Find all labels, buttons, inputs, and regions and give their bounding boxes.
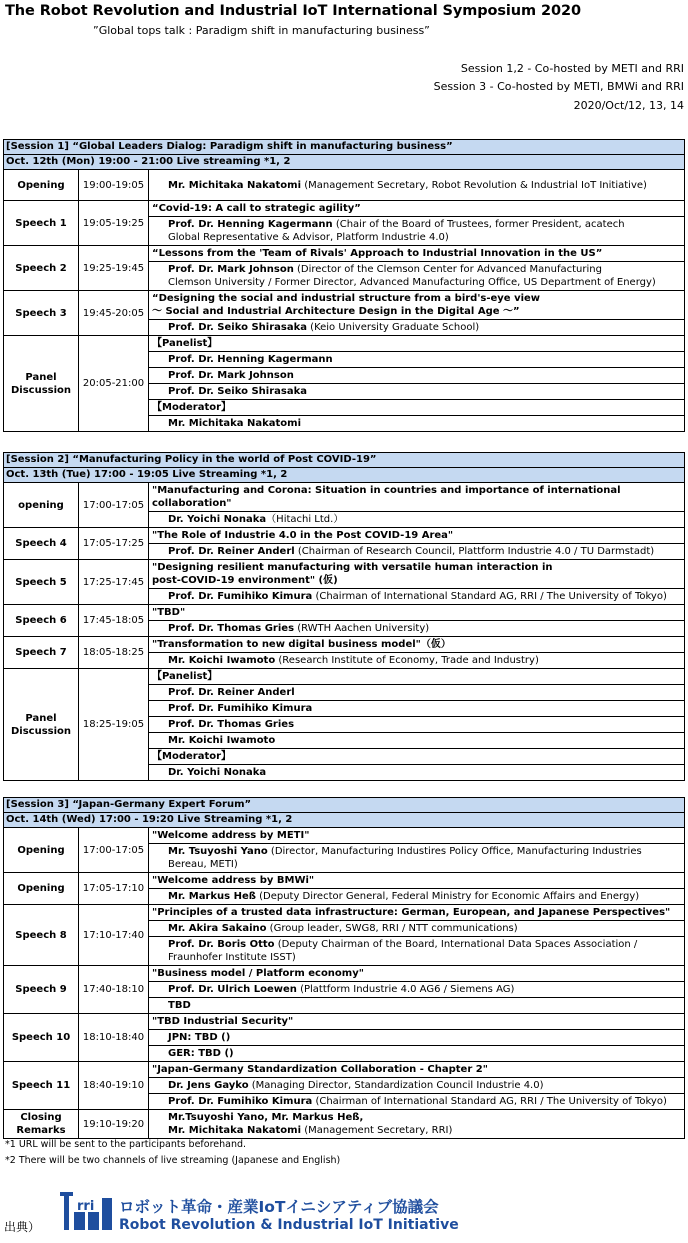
talk-topic-line-2: ～ Social and Industrial Architecture Design in the Digital Age ～” xyxy=(152,306,520,317)
speaker-affiliation-cont: Clemson University / Former Director, Advanced Manufacturing Office, US Department of Energy) xyxy=(168,277,656,288)
row-label: Speech 10 xyxy=(4,1014,79,1062)
row-time: 19:00-19:05 xyxy=(79,170,149,201)
talk-topic: "Business model / Platform economy" xyxy=(149,966,685,982)
speaker-affiliation: (Chairman of International Standard AG, RRI / The University of Tokyo) xyxy=(312,1096,667,1107)
row-time: 18:10-18:40 xyxy=(79,1014,149,1062)
speaker-affiliation: (Management Secretary, RRI) xyxy=(301,1125,453,1136)
panelist-name: Prof. Dr. Reiner Anderl xyxy=(149,685,685,701)
row-time: 17:45-18:05 xyxy=(79,605,149,637)
row-time: 17:05-17:10 xyxy=(79,873,149,905)
speaker-affiliation: (Keio University Graduate School) xyxy=(306,322,480,333)
row-content xyxy=(149,320,685,336)
panelist-name: Prof. Dr. Seiko Shirasaka xyxy=(149,384,685,400)
row-time: 17:25-17:45 xyxy=(79,560,149,605)
panelist-name: Prof. Dr. Henning Kagermann xyxy=(149,352,685,368)
speaker-affiliation: (Managing Director, Standardization Council Industrie 4.0) xyxy=(248,1080,544,1091)
row-content xyxy=(149,1110,685,1139)
speaker-affiliation: (Chairman of Research Council, Plattform Industrie 4.0 / TU Darmstadt) xyxy=(294,546,655,557)
moderator-name: Mr. Michitaka Nakatomi xyxy=(149,416,685,432)
rri-logo-icon xyxy=(60,1190,112,1234)
talk-topic-line-1: "Manufacturing and Corona: Situation in countries and importance of international xyxy=(152,485,621,496)
speaker-affiliation-cont: Bereau, METI) xyxy=(168,859,238,870)
row-label: Opening xyxy=(4,828,79,873)
panelist-name: Prof. Dr. Fumihiko Kimura xyxy=(149,701,685,717)
panel-label-2: Discussion xyxy=(10,725,72,737)
speaker-affiliation: (Management Secretary, Robot Revolution & Industrial IoT Initiative) xyxy=(301,179,647,191)
row-time: 18:05-18:25 xyxy=(79,637,149,669)
speaker-affiliation: (Research Institute of Economy, Trade and Industry) xyxy=(275,655,539,666)
row-time: 19:25-19:45 xyxy=(79,246,149,291)
panel-label-1: Panel xyxy=(25,371,57,383)
speaker-affiliation: (Group leader, SWG8, RRI / NTT communications) xyxy=(266,923,518,934)
speaker-name: Mr. Tsuyoshi Yano xyxy=(168,846,268,857)
talk-topic: “Covid-19: A call to strategic agility” xyxy=(149,201,685,217)
speaker-name: Prof. Dr. Thomas Gries xyxy=(168,623,295,634)
talk-topic: "Welcome address by METI" xyxy=(149,828,685,844)
cohost-line-1: Session 1,2 - Co-hosted by METI and RRI xyxy=(460,62,684,75)
row-content xyxy=(149,653,685,669)
talk-topic-line-2: collaboration" xyxy=(152,498,232,509)
session-title: [Session 1] “Global Leaders Dialog: Paradigm shift in manufacturing business” xyxy=(4,140,685,155)
panel-label-1: Panel xyxy=(25,712,57,724)
speaker-name: Mr. Koichi Iwamoto xyxy=(168,655,276,666)
row-content xyxy=(149,1094,685,1110)
row-content xyxy=(149,170,685,201)
talk-topic: "The Role of Industrie 4.0 in the Post COVID-19 Area" xyxy=(149,528,685,544)
moderator-name: Dr. Yoichi Nonaka xyxy=(149,765,685,781)
speaker-name: Prof. Dr. Seiko Shirasaka xyxy=(168,322,307,333)
speaker-jpn: JPN: TBD () xyxy=(149,1030,685,1046)
session-date: Oct. 13th (Tue) 17:00 - 19:05 Live Streaming *1, 2 xyxy=(4,468,685,483)
row-time: 18:40-19:10 xyxy=(79,1062,149,1110)
document-title: The Robot Revolution and Industrial IoT International Symposium 2020 xyxy=(5,3,581,19)
row-content xyxy=(149,217,685,246)
panelist-heading: 【Panelist】 xyxy=(149,669,685,685)
session-date: Oct. 14th (Wed) 17:00 - 19:20 Live Streaming *1, 2 xyxy=(4,813,685,828)
talk-topic-line-1: "Designing resilient manufacturing with versatile human interaction in xyxy=(152,562,553,573)
row-content xyxy=(149,589,685,605)
session-title: [Session 2] “Manufacturing Policy in the world of Post COVID-19” xyxy=(4,453,685,468)
row-time: 19:45-20:05 xyxy=(79,291,149,336)
speaker-name: Dr. Jens Gayko xyxy=(168,1080,249,1091)
talk-topic: “Lessons from the 'Team of Rivals' Approach to Industrial Innovation in the US” xyxy=(149,246,685,262)
row-label: Speech 2 xyxy=(4,246,79,291)
speaker-name: Prof. Dr. Henning Kagermann xyxy=(168,219,333,230)
row-label: opening xyxy=(4,483,79,528)
speaker-affiliation: (Director of the Clemson Center for Advanced Manufacturing xyxy=(293,264,602,275)
row-label: Speech 6 xyxy=(4,605,79,637)
talk-topic xyxy=(149,291,685,320)
row-time: 17:00-17:05 xyxy=(79,828,149,873)
row-label: Speech 3 xyxy=(4,291,79,336)
speaker-name: Mr. Michitaka Nakatomi xyxy=(168,1125,302,1136)
session-2-table xyxy=(3,452,685,781)
panelist-name: Mr. Koichi Iwamoto xyxy=(149,733,685,749)
speaker-name: Prof. Dr. Mark Johnson xyxy=(168,264,294,275)
row-content xyxy=(149,1078,685,1094)
talk-topic: "Transformation to new digital business model"（仮） xyxy=(149,637,685,653)
speaker-affiliation-cont: Global Representative & Advisor, Platform Industrie 4.0) xyxy=(168,232,449,243)
row-time: 19:10-19:20 xyxy=(79,1110,149,1139)
row-content xyxy=(149,262,685,291)
logo-english-text: Robot Revolution & Industrial IoT Initiative xyxy=(119,1217,459,1233)
panelist-name: Prof. Dr. Mark Johnson xyxy=(149,368,685,384)
row-label: Opening xyxy=(4,170,79,201)
speaker-affiliation: (Deputy Director General, Federal Ministry for Economic Affairs and Energy) xyxy=(255,891,640,902)
row-label: Speech 1 xyxy=(4,201,79,246)
row-content xyxy=(149,889,685,905)
cohost-line-2: Session 3 - Co-hosted by METI, BMWi and RRI xyxy=(433,80,684,93)
talk-topic-line-2: post-COVID-19 environment" (仮) xyxy=(152,575,338,586)
footnote-2: *2 There will be two channels of live streaming (Japanese and English) xyxy=(5,1155,341,1166)
speaker-names: Mr.Tsuyoshi Yano, Mr. Markus Heß, xyxy=(168,1112,364,1123)
row-label xyxy=(4,336,79,432)
row-time: 20:05-21:00 xyxy=(79,336,149,432)
row-label: Speech 4 xyxy=(4,528,79,560)
row-content xyxy=(149,921,685,937)
talk-topic: "Welcome address by BMWi" xyxy=(149,873,685,889)
speaker-name: Prof. Dr. Fumihiko Kimura xyxy=(168,1096,313,1107)
speaker-affiliation: (Chairman of International Standard AG, RRI / The University of Tokyo) xyxy=(312,591,667,602)
session-date: Oct. 12th (Mon) 19:00 - 21:00 Live streaming *1, 2 xyxy=(4,155,685,170)
dates-line: 2020/Oct/12, 13, 14 xyxy=(573,99,684,112)
row-time: 17:00-17:05 xyxy=(79,483,149,528)
talk-topic: "TBD" xyxy=(149,605,685,621)
row-label: Opening xyxy=(4,873,79,905)
row-label: Speech 7 xyxy=(4,637,79,669)
footnote-1: *1 URL will be sent to the participants beforehand. xyxy=(5,1139,247,1150)
row-time: 17:40-18:10 xyxy=(79,966,149,1014)
row-time: 17:05-17:25 xyxy=(79,528,149,560)
speaker-name: Prof. Dr. Reiner Anderl xyxy=(168,546,295,557)
moderator-heading: 【Moderator】 xyxy=(149,749,685,765)
talk-topic xyxy=(149,483,685,512)
row-time: 19:05-19:25 xyxy=(79,201,149,246)
row-label: Speech 8 xyxy=(4,905,79,966)
talk-topic xyxy=(149,560,685,589)
speaker-affiliation-cont: Fraunhofer Institute ISST) xyxy=(168,952,296,963)
speaker-name: Dr. Yoichi Nonaka xyxy=(168,514,267,525)
speaker-affiliation: (Director, Manufacturing Industires Policy Office, Manufacturing Industries xyxy=(267,846,642,857)
panelist-heading: 【Panelist】 xyxy=(149,336,685,352)
speaker-affiliation: （Hitachi Ltd.） xyxy=(266,514,344,525)
speaker-name: Prof. Dr. Boris Otto xyxy=(168,939,275,950)
session-1-table xyxy=(3,139,685,432)
row-label xyxy=(4,1110,79,1139)
row-label: Speech 11 xyxy=(4,1062,79,1110)
source-label: 出典） xyxy=(4,1220,41,1234)
speaker-affiliation: (RWTH Aachen University) xyxy=(294,623,430,634)
row-content xyxy=(149,937,685,966)
row-content xyxy=(149,621,685,637)
row-time: 18:25-19:05 xyxy=(79,669,149,781)
row-time: 17:10-17:40 xyxy=(79,905,149,966)
talk-topic: "Principles of a trusted data infrastructure: German, European, and Japanese Perspectives" xyxy=(149,905,685,921)
row-content xyxy=(149,512,685,528)
closing-label-1: Closing xyxy=(20,1112,62,1123)
svg-text:rri: rri xyxy=(77,1199,95,1214)
speaker-name: Mr. Markus Heß xyxy=(168,891,256,902)
panel-label-2: Discussion xyxy=(10,384,72,396)
logo-japanese-text: ロボット革命・産業IoTイニシアティブ協議会 xyxy=(119,1198,439,1216)
row-label xyxy=(4,669,79,781)
panelist-name: Prof. Dr. Thomas Gries xyxy=(149,717,685,733)
speaker-name: Prof. Dr. Fumihiko Kimura xyxy=(168,591,313,602)
row-content xyxy=(149,982,685,998)
speaker-name: Prof. Dr. Ulrich Loewen xyxy=(168,984,297,995)
moderator-heading: 【Moderator】 xyxy=(149,400,685,416)
speaker-tbd: TBD xyxy=(149,998,685,1014)
speaker-affiliation: (Chair of the Board of Trustees, former President, acatech xyxy=(332,219,625,230)
row-content xyxy=(149,844,685,873)
document-subtitle: ”Global tops talk : Paradigm shift in manufacturing business” xyxy=(93,24,430,37)
session-3-table xyxy=(3,797,685,1139)
speaker-affiliation: (Deputy Chairman of the Board, International Data Spaces Association / xyxy=(274,939,638,950)
row-label: Speech 9 xyxy=(4,966,79,1014)
talk-topic: "Japan-Germany Standardization Collaboration - Chapter 2" xyxy=(149,1062,685,1078)
speaker-name: Mr. Michitaka Nakatomi xyxy=(168,179,302,191)
closing-label-2: Remarks xyxy=(16,1125,66,1136)
session-title: [Session 3] “Japan-Germany Expert Forum” xyxy=(4,798,685,813)
talk-topic: "TBD Industrial Security" xyxy=(149,1014,685,1030)
speaker-affiliation: (Plattform Industrie 4.0 AG6 / Siemens AG) xyxy=(296,984,515,995)
speaker-ger: GER: TBD () xyxy=(149,1046,685,1062)
row-label: Speech 5 xyxy=(4,560,79,605)
talk-topic-line-1: “Designing the social and industrial structure from a bird's-eye view xyxy=(152,293,541,304)
speaker-name: Mr. Akira Sakaino xyxy=(168,923,267,934)
row-content xyxy=(149,544,685,560)
